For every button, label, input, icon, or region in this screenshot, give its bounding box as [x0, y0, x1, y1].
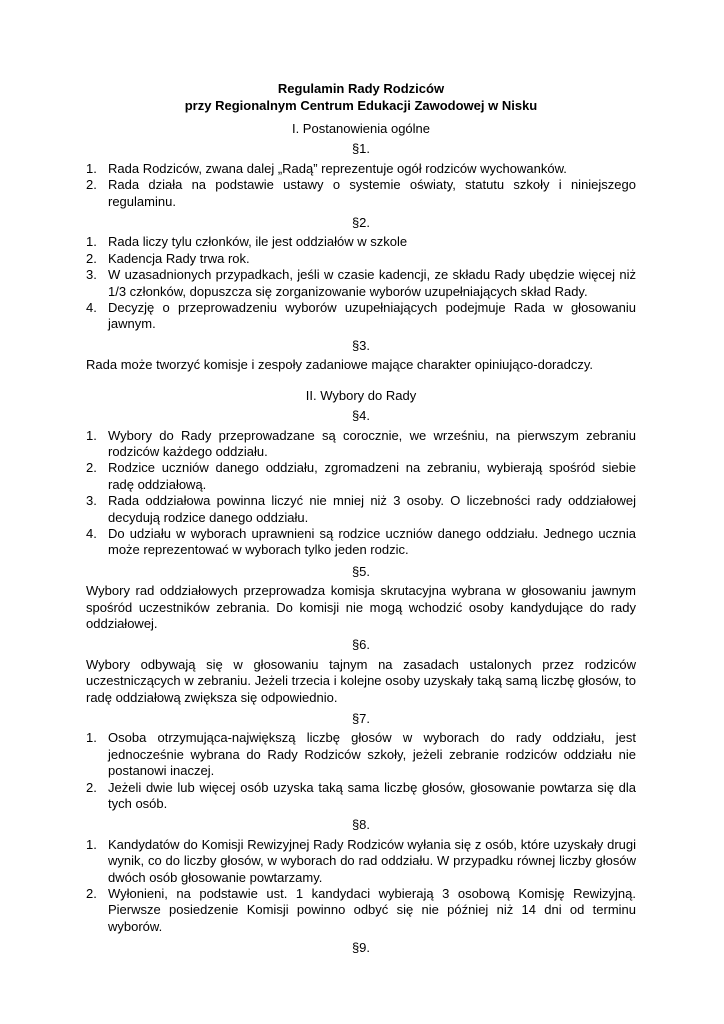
item-number: 2. [86, 779, 97, 795]
section-mark: §2. [351, 215, 371, 231]
section-mark: §9. [351, 940, 371, 956]
section-mark: §4. [351, 408, 371, 424]
list-item [86, 837, 636, 886]
title-line-1: Regulamin Rady Rodziców [277, 81, 445, 96]
item-number: 1. [86, 730, 97, 746]
item-text: Rodzice uczniów danego oddziału, zgromadzeni na zebraniu, wybierają spośród siebie radę oddziałową. [108, 460, 636, 492]
item-text: Rada oddziałowa powinna liczyć nie mniej niż 3 osoby. O liczebności rady oddziałowej decydują rodzice danego oddziału. [108, 493, 636, 525]
list-item [86, 526, 636, 559]
list-item [86, 300, 636, 333]
section-mark: §3. [351, 337, 371, 353]
item-text: Jeżeli dwie lub więcej osób uzyska taką sama liczbę głosów, głosowanie powtarza się dla tych osób. [108, 779, 636, 812]
item-number: 3. [86, 267, 97, 283]
section-mark: §8. [351, 817, 371, 833]
list-item [86, 886, 636, 935]
chapter-heading: II. Wybory do Rady [305, 387, 417, 403]
list-item [86, 493, 636, 526]
item-number: 4. [86, 300, 97, 316]
item-number: 1. [86, 427, 97, 443]
item-text: Rada liczy tylu członków, ile jest oddziałów w szkole [108, 234, 408, 250]
section-list [86, 234, 636, 332]
section-mark: §5. [351, 563, 371, 579]
item-text: Wyłonieni, na podstawie ust. 1 kandydaci wybierają 3 osobową Komisję Rewizyjną. Pierwsze posiedzenie Komisji powinno odbyć się nie później niż 14 dni od terminu wyborów. [108, 886, 636, 934]
item-text: Kadencja Rady trwa rok. [108, 250, 250, 266]
item-text: Do udziału w wyborach uprawnieni są rodzice uczniów danego oddziału. Jednego ucznia może reprezentować w wyborach tylko jeden rodzic. [108, 525, 636, 558]
item-number: 1. [86, 234, 97, 250]
section-text: Wybory rad oddziałowych przeprowadza komisja skrutacyjna wybrana w głosowaniu jawnym spośród uczestników zebrania. Do komisji nie mogą wchodzić osoby kandydujące do rady oddziałowej. [86, 583, 636, 631]
list-item [86, 730, 636, 779]
list-item [86, 267, 636, 300]
list-item [86, 234, 636, 250]
document-page [86, 80, 636, 960]
section-list [86, 837, 636, 935]
list-item [86, 177, 636, 210]
item-number: 2. [86, 886, 97, 902]
document-title [86, 80, 636, 114]
item-text: Rada Rodziców, zwana dalej „Radą” reprezentuje ogół rodziców wychowanków. [108, 160, 567, 176]
section-list [86, 161, 636, 210]
item-number: 2. [86, 177, 97, 193]
item-text: Kandydatów do Komisji Rewizyjnej Rady Rodziców wyłania się z osób, które uzyskały drugi wynik, co do liczby głosów, w wyborach do rad oddziału. W przypadku równej liczby głosów dwóch osób głosowanie powtarzamy. [108, 836, 636, 885]
list-item [86, 161, 636, 177]
section-text: Rada może tworzyć komisje i zespoły zadaniowe mające charakter opiniująco-doradczy. [86, 357, 593, 373]
list-item [86, 460, 636, 493]
item-number: 1. [86, 836, 97, 852]
item-text: Osoba otrzymująca-największą liczbę głosów w wyborach do rady oddziału, jest jednocześnie wybrana do Rady Rodziców szkoły, jeżeli zebranie rodziców oddziału nie postanowi inaczej. [108, 730, 636, 779]
section-list [86, 428, 636, 559]
title-line-2: przy Regionalnym Centrum Edukacji Zawodowej w Nisku [184, 98, 538, 113]
chapter-heading: I. Postanowienia ogólne [291, 121, 431, 136]
section-mark: §1. [351, 141, 371, 157]
list-item [86, 780, 636, 813]
section-mark: §7. [351, 711, 371, 726]
list-item [86, 428, 636, 461]
section-text: Wybory odbywają się w głosowaniu tajnym na zasadach ustalonych przez rodziców uczestniczących w zebraniu. Jeżeli trzecia i kolejne osoby uzyskały taką samą liczbę głosów, to radę oddziałową zwiększa się odpowiednio. [86, 656, 636, 705]
item-number: 2. [86, 250, 97, 266]
item-text: Decyzję o przeprowadzeniu wyborów uzupełniających podejmuje Rada w głosowaniu jawnym. [108, 300, 636, 332]
section-mark: §6. [351, 637, 371, 653]
item-number: 2. [86, 460, 97, 476]
section-list [86, 730, 636, 812]
list-item [86, 251, 636, 267]
item-number: 1. [86, 160, 97, 176]
item-number: 4. [86, 525, 97, 541]
item-text: Rada działa na podstawie ustawy o systemie oświaty, statutu szkoły i niniejszego regulaminu. [108, 177, 636, 209]
item-text: W uzasadnionych przypadkach, jeśli w czasie kadencji, ze składu Rady ubędzie więcej niż 1/3 członków, dopuszcza się zorganizowanie wyborów uzupełniających skład Rady. [108, 267, 636, 299]
item-number: 3. [86, 493, 97, 509]
item-text: Wybory do Rady przeprowadzane są corocznie, we wrześniu, na pierwszym zebraniu rodziców każdego oddziału. [108, 427, 636, 459]
